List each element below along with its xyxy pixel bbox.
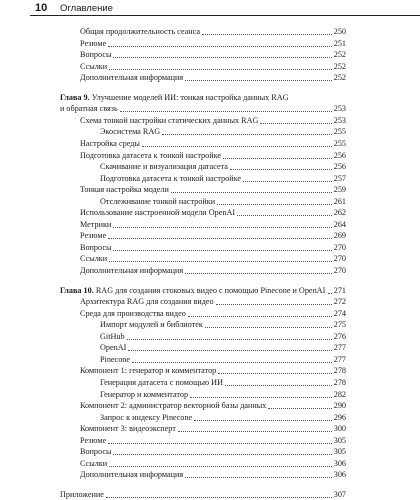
toc-page-number: 300 [333,424,346,434]
toc-page-number: 252 [333,50,346,60]
toc-entry-text: Запрос к индексу Pinecone [100,412,193,422]
toc-page-number: 306 [333,458,346,468]
toc-entry-text: Ссылки [80,458,108,468]
toc-page-number: 252 [333,61,346,71]
toc-entry-text: Резюме [80,38,107,48]
dot-leader [113,219,332,228]
toc-page-number: 261 [333,196,346,206]
toc-section[interactable] [0,230,420,241]
toc-entry-title [80,72,184,83]
toc-entry-text: RAG для создания стоковых видео с помощью Pinecone и OpenAI [95,285,326,295]
dot-leader [230,161,332,170]
toc-page-number: 262 [333,208,346,218]
toc-entry-text: Скачивание и визуализация датасета [100,162,228,172]
toc-page-number: 282 [333,389,346,399]
dot-leader [188,308,332,317]
toc-entry-title [80,207,236,218]
toc-entry-title [80,242,112,253]
toc-entry-text: Использование настроенной модели OpenAI [80,208,236,218]
toc-entry-title [80,219,112,230]
dot-leader [194,412,332,421]
toc-entry-title [60,92,290,103]
toc-entry-text: Тонкая настройка модели [80,185,169,195]
toc-entry-title [80,435,107,446]
toc-page-number: 251 [333,38,346,48]
chapter-number: Глава 9. [60,92,90,102]
toc-page-number: 272 [333,297,346,307]
toc-entry-title [60,285,326,296]
toc-page-number: 256 [333,162,346,172]
toc-entry-title [80,265,184,276]
dot-leader [127,331,332,340]
toc-section[interactable] [0,150,420,161]
toc-entry-text: Подготовка датасета к тонкой настройке [80,150,222,160]
toc-entry-title [100,161,229,172]
toc-subsection[interactable] [0,389,420,400]
dot-leader [106,489,332,498]
toc-page-number: 278 [333,366,346,376]
toc-page-number: 257 [333,173,346,183]
toc-section[interactable] [0,38,420,49]
toc-section[interactable] [0,296,420,307]
toc-page-number: 276 [333,331,346,341]
toc-entry-title [100,196,216,207]
toc-entry-title [80,253,108,264]
toc-page-number: 270 [333,254,346,264]
page-number: 10 [35,2,48,14]
toc-subsection[interactable] [0,412,420,423]
dot-leader [120,103,332,112]
chapter-heading-cont[interactable] [0,103,420,114]
toc-entry-text: Схема тонкой настройки статических данных RAG [80,115,259,125]
toc-subsection[interactable] [0,173,420,184]
dot-leader [237,207,332,216]
dot-leader [328,285,332,294]
dot-leader [185,72,332,81]
toc-section[interactable] [0,219,420,230]
toc-entry-text: Генератор и комментатор [100,389,189,399]
toc-subsection[interactable] [0,319,420,330]
toc-entry-text: GitHub [100,331,125,341]
dot-leader [113,446,332,455]
toc-page-number: 290 [333,401,346,411]
toc-entry-title [100,412,193,423]
toc-entry-text: Вопросы [80,242,112,252]
toc-entry-title [80,115,259,126]
dot-leader [109,458,332,467]
dot-leader [268,400,332,409]
dot-leader [109,61,332,70]
toc-page-number: 253 [333,115,346,125]
toc-section[interactable] [0,365,420,376]
dot-leader [190,389,332,398]
toc-page-number: 259 [333,185,346,195]
toc-entry-title [100,126,161,137]
toc-section[interactable] [0,184,420,195]
toc-page-number: 275 [333,320,346,330]
dot-leader [218,365,332,374]
toc-section[interactable] [0,265,420,276]
toc-page-number: 277 [333,354,346,364]
toc-section[interactable] [0,138,420,149]
toc-page-number: 269 [333,231,346,241]
toc-entry-text: Компонент 1: генератор и комментатор [80,366,217,376]
toc-page-number: 264 [333,219,346,229]
toc-entry-text: Подготовка датасета к тонкой настройке [100,173,242,183]
toc-entry-text: Настройка среды [80,138,140,148]
toc-entry-title [80,138,141,149]
toc-entry-text: Дополнительная информация [80,266,184,275]
toc-page-number: 305 [333,435,346,445]
dot-leader [185,469,332,478]
toc-entry-text: Улучшение моделей ИИ: тонкая настройка данных RAG [91,92,289,102]
toc-subsection[interactable] [0,331,420,342]
toc-section[interactable] [0,308,420,319]
dot-leader [217,196,332,205]
toc-entry-title [80,400,267,411]
toc-entry-title [80,230,107,241]
toc-section[interactable] [0,49,420,60]
toc-page-number: 255 [333,138,346,148]
toc-section[interactable] [0,400,420,411]
toc-entry-title [80,150,222,161]
toc-subsection[interactable] [0,342,420,353]
toc-page-number: 277 [333,343,346,353]
toc-entry-title [80,26,201,37]
toc-subsection[interactable] [0,354,420,365]
toc-entry-text: Приложение [60,489,104,499]
toc-section[interactable] [0,207,420,218]
dot-leader [108,230,332,239]
toc-subsection[interactable] [0,196,420,207]
toc-entry-title [80,38,107,49]
toc-entry-text: Импорт модулей и библиотек [100,320,203,330]
toc-entry-text: Отслеживание тонкой настройки [100,196,216,206]
toc-section[interactable] [0,469,420,480]
dot-leader [113,49,332,58]
toc-section[interactable] [0,61,420,72]
dot-leader [113,242,332,251]
toc-entry-text: Метрики [80,219,112,229]
toc-entry-title [80,469,184,480]
toc-entry-title [80,458,108,469]
toc-entry-text: Общая продолжительность сеанса [80,27,200,36]
toc-entry-title [100,377,224,388]
toc-subsection[interactable] [0,161,420,172]
toc-section[interactable] [0,115,420,126]
toc-entry-title [100,342,127,353]
dot-leader [109,253,332,262]
chapter-heading[interactable] [0,92,420,103]
dot-leader [205,319,332,328]
toc-section[interactable] [0,72,420,83]
toc-page-number: 306 [333,470,346,480]
toc-page-number: 250 [333,27,346,36]
toc-entry-title [80,423,177,434]
toc-entry-text: Резюме [80,231,107,241]
toc-entry-title [80,61,108,72]
toc-page-number: 307 [333,489,346,499]
toc-section[interactable] [0,423,420,434]
dot-leader [216,296,332,305]
toc-entry-title [80,365,217,376]
toc-entry-text: Экосистема RAG [100,127,161,137]
toc-entry-title [100,331,126,342]
toc-page-number: 255 [333,127,346,137]
dot-leader [185,265,332,274]
dot-leader [178,423,332,432]
toc-entry-text: Дополнительная информация [80,470,184,480]
toc-entry-title [60,489,105,500]
dot-leader [108,435,332,444]
toc-page-number: 305 [333,447,346,457]
toc-section[interactable] [0,242,420,253]
toc-page-number: 256 [333,150,346,160]
toc-page-number: 271 [333,285,346,295]
toc-section[interactable] [0,253,420,264]
appendix-entry[interactable] [0,489,420,500]
toc-entry-title [100,389,189,400]
toc-entry-title [100,173,242,184]
toc-section[interactable] [0,446,420,457]
dot-leader [162,126,332,135]
toc-entry-text: OpenAI [100,343,127,353]
toc-entry-title [80,184,170,195]
toc-entry-title [100,319,204,330]
toc-section[interactable] [0,458,420,469]
dot-leader [202,26,332,35]
toc-page-number: 270 [333,266,346,275]
toc-entry-text: Дополнительная информация [80,73,184,83]
dot-leader [225,377,332,386]
toc-entry-title [80,296,215,307]
chapter-heading[interactable] [0,285,420,296]
toc-entry-text: Ссылки [80,254,108,264]
toc-entry-text: Вопросы [80,50,112,60]
toc-page-number: 270 [333,242,346,252]
toc-entry-text: Среда для производства видео [80,308,186,318]
toc-entry-title [100,354,131,365]
toc-entry-text: Генерация датасета с помощью ИИ [100,377,223,387]
toc-entry-text: Компонент 3: видеоэксперт [80,424,176,434]
dot-leader [243,173,332,182]
chapter-number: Глава 10. [60,285,94,295]
toc-entry-text: Компонент 2: администратор векторной базы данных [80,401,267,411]
toc-page-number: 253 [333,104,346,114]
toc-entry-text: Ссылки [80,61,108,71]
dot-leader [128,342,332,351]
toc-entry-text: Pinecone [100,354,131,364]
running-title: Оглавление [60,3,113,14]
toc-entry-text: Резюме [80,435,107,445]
toc-subsection[interactable] [0,126,420,137]
toc-section[interactable] [0,435,420,446]
toc-subsection[interactable] [0,377,420,388]
toc-entry-title [80,308,187,319]
toc-entry-title [80,49,112,60]
chapter-heading-text-cont: и обратная связь [60,104,118,114]
toc-entry-text: Архитектура RAG для создания видео [80,297,214,307]
toc-section[interactable] [0,26,420,37]
dot-leader [223,150,332,159]
dot-leader [142,138,332,147]
toc-entry-title [80,446,112,457]
dot-leader [260,115,332,124]
toc-page-number: 296 [333,412,346,422]
toc-entry-text: Вопросы [80,447,112,457]
dot-leader [171,184,332,193]
dot-leader [108,38,332,47]
toc-page-number: 252 [333,73,346,83]
dot-leader [132,354,332,363]
toc-page-number: 278 [333,377,346,387]
toc-page-number: 274 [333,308,346,318]
